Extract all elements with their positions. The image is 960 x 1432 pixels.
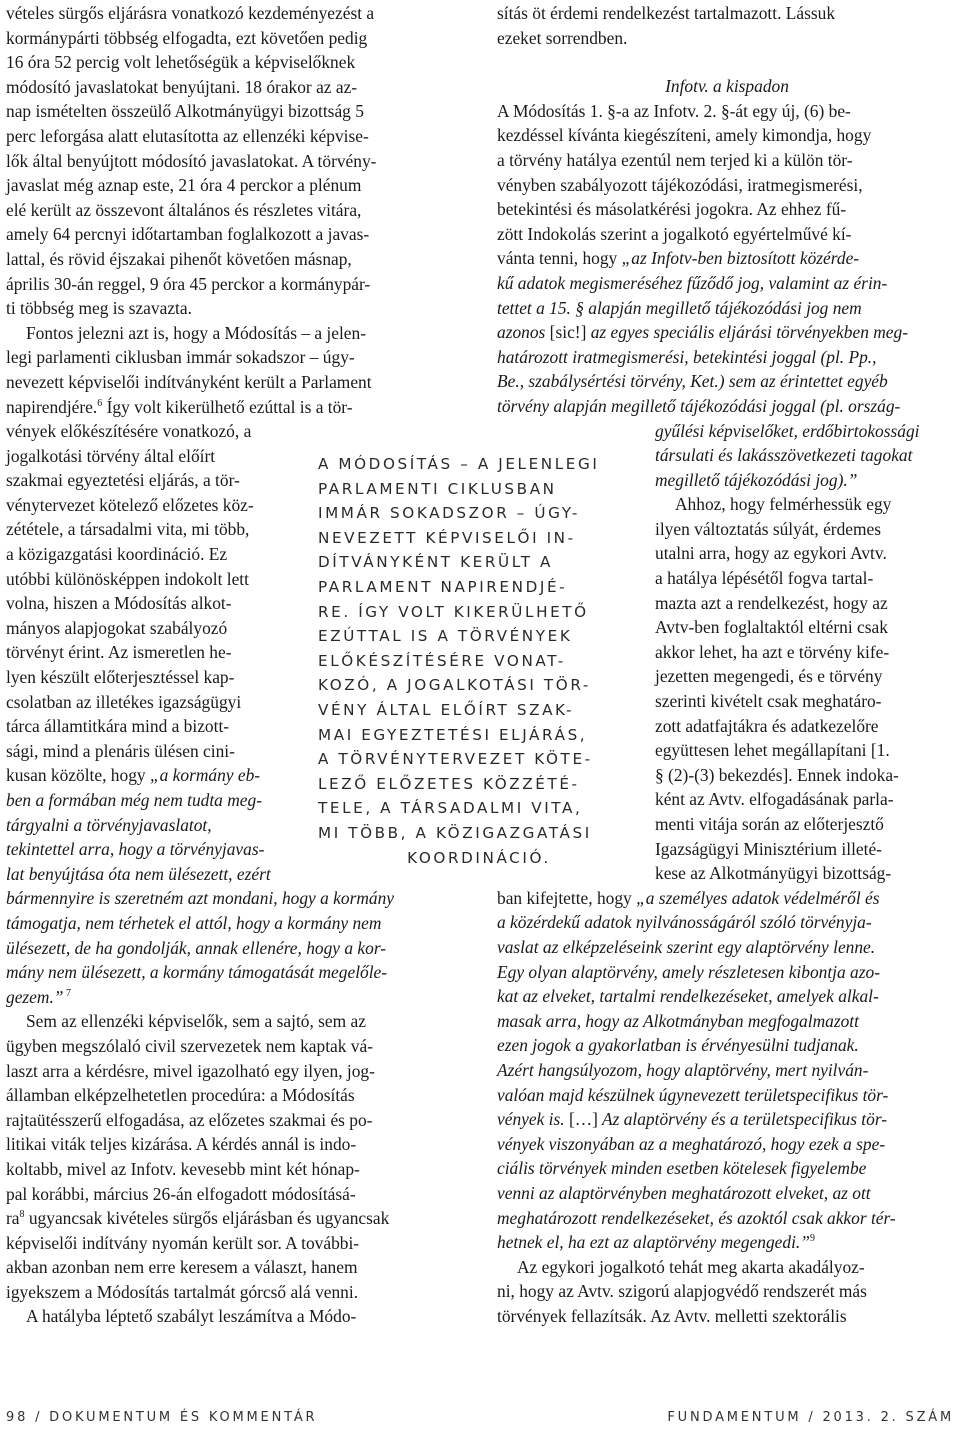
text-line: ként az Avtv. elfogadásának parla- (655, 789, 894, 810)
text-line: akban azonban nem erre keresem a választ, hanem (6, 1257, 358, 1278)
text-line: akkor lehet, ha azt e törvény kife- (655, 641, 890, 662)
right-intro (497, 1, 957, 50)
right-final (497, 1255, 957, 1329)
footnote-ref[interactable]: 8 (19, 1209, 25, 1221)
text-line: a törvény hatálya ezentúl nem terjed ki a külön tör- (497, 149, 853, 170)
text-line (6, 763, 308, 788)
text-line (497, 246, 957, 271)
text-fragment: ugyancsak kivételes sürgős eljárásban és ugyancsak (24, 1208, 390, 1229)
right-para-1d (497, 320, 957, 345)
quote-fragment: gezem.” (6, 986, 64, 1007)
text-line: ilyen változtatás súlyát, érdemes (655, 518, 882, 539)
text-line (497, 886, 957, 911)
text-line: tárca államtitkára mind a bizott- (6, 716, 230, 737)
text-line: TELE, A TÁRSADALMI VITA, (318, 799, 583, 818)
text-line: igyekszem a Módosítás tartalmát górcső alá venni. (6, 1281, 359, 1302)
text-line: elé került az összevont általános és részletes vitára, (6, 199, 362, 220)
text-line: ezeket sorrendben. (497, 27, 628, 48)
text-line: Igazságügyi Minisztérium illeté- (655, 838, 882, 859)
text-line: vények előkészítésére vonatkozó, a (6, 421, 252, 442)
text-line: meghatározott rendelkezéseket, és azoktól csak akkor tér- (497, 1207, 896, 1228)
text-line: mazta azt a rendelkezést, hogy az (655, 592, 888, 613)
text-line: IMMÁR SOKADSZOR – ÚGY- (318, 504, 580, 523)
text-line: bármennyire is szeretném azt mondani, hogy a kormány (6, 888, 395, 909)
text-line: valóan majd készülnek úgynevezett területspecifikus tör- (497, 1084, 889, 1105)
text-line: mány nem ülésezett, a kormány támogatását megelőle- (6, 962, 388, 983)
text-line (497, 1107, 957, 1132)
left-para-1 (6, 1, 464, 321)
text-line: masak arra, hogy az Alkotmányban megfogalmazott (497, 1010, 859, 1031)
text-line: határozott iratmegismerési, betekintési joggal (pl. Pp., (497, 346, 877, 367)
text-line: ni, hogy az Avtv. szigorú alapjogvédő rendszerét más (497, 1281, 867, 1302)
quote-end (6, 985, 464, 1010)
text-line: Azért hangsúlyozom, hogy alaptörvény, mert nyilván- (497, 1059, 869, 1080)
text-fragment: ban kifejtette, hogy (497, 887, 637, 908)
footnote-ref[interactable]: 6 (97, 397, 103, 409)
text-line: ben a formában még nem tudta meg- (6, 790, 262, 810)
text-line: Fontos jelezni azt is, hogy a Módosítás – a jelen- (26, 322, 367, 343)
text-line: menti vitája során az előterjesztő (655, 814, 884, 834)
text-line: betekintési és másolatkérési jogokra. Az ehhez fű- (497, 199, 847, 220)
footer-right: FUNDAMENTUM / 2013. 2. SZÁM (667, 1410, 954, 1425)
text-line: Az egykori jogalkotó tehát meg akarta akadályoz- (517, 1256, 865, 1277)
text-line: RE. ÍGY VOLT KIKERÜLHETŐ (318, 602, 589, 621)
text-line: sítás öt érdemi rendelkezést tartalmazott. Lássuk (497, 3, 836, 23)
text-fragment: Így volt kikerülhető ezúttal is a tör- (102, 396, 353, 417)
right-quote-c (497, 1132, 957, 1230)
text-line: Sem az ellenzéki képviselők, sem a sajtó, sem az (26, 1011, 366, 1032)
text-line: kat az elveket, tartalmi rendelkezéseket, amelyek alkal- (497, 986, 879, 1007)
text-line: KOZÓ, A JOGALKOTÁSI TÖR- (318, 676, 591, 695)
text-line: vételes sürgős eljárásra vonatkozó kezdeményezést a (6, 3, 375, 23)
left-para-2 (6, 321, 464, 419)
text-line (6, 395, 464, 420)
text-line: jogalkotási törvény által előírt (6, 445, 216, 466)
text-line: A hatályba léptető szabályt leszámítva a Módo- (26, 1306, 357, 1327)
text-line: együttesen lehet megállapítani [1. (655, 740, 890, 761)
text-line: zott adatfajtákra és adatkezelőre (655, 715, 879, 736)
text-line: ti többség meg is szavazta. (6, 298, 192, 319)
quote-fragment: Az alaptörvény és a területspecifikus tör- (597, 1109, 888, 1130)
text-line: kese az Alkotmányügyi bizottság- (655, 863, 892, 884)
left-narrow-block (6, 419, 308, 763)
right-para-1 (497, 99, 957, 247)
text-line: MAI EGYEZTETÉSI ELJÁRÁS, (318, 725, 588, 744)
text-fragment: napirendjére. (6, 396, 98, 417)
right-quote-end (497, 1230, 957, 1255)
text-line: VÉNY ÁLTAL ELŐÍRT SZAK- (318, 700, 575, 719)
sic-marker: [sic!] (549, 322, 587, 343)
text-line: Egy olyan alaptörvény, amely részletesen kibontja azo- (497, 961, 880, 982)
text-line: lattal, és rövid éjszakai pihenőt követően másnap, (6, 248, 352, 269)
right-para-1f (655, 419, 957, 493)
quote-wide (6, 886, 464, 984)
text-line: törvény alapján megillető tájékozódási joggal (pl. ország- (497, 395, 901, 416)
text-line (497, 320, 957, 345)
text-line: lők által benyújtott módosító javaslatokat. A törvény- (6, 150, 377, 171)
text-line: perc leforgása alatt elutasította az ellenzéki képvise- (6, 125, 369, 146)
text-line: megillető tájékozódási jog).” (655, 469, 858, 490)
text-line: ülésezett, de ha gondolják, annak ellenére, hogy a kor- (6, 937, 387, 958)
text-line: a közigazgatási koordináció. Ez (6, 544, 228, 565)
text-line: ciális törvények minden esetben kötelesek figyelembe (497, 1158, 867, 1179)
quote-fragment: vények is. (497, 1109, 569, 1130)
text-line: támogatja, nem térhetek el attól, hogy a kormány nem (6, 912, 382, 933)
footer-left: 98 / DOKUMENTUM ÉS KOMMENTÁR (6, 1410, 318, 1425)
text-line: ezen jogok a gyakorlatban is érvényesülni tudjanak. (497, 1035, 859, 1056)
text-line: javaslat még aznap este, 21 óra 4 perckor a plénum (6, 175, 362, 196)
text-line: NEVEZETT KÉPVISELŐI IN- (318, 528, 576, 547)
text-line: nevezett képviselői indítványként került a Parlament (6, 371, 372, 392)
text-line: MI TÖBB, A KÖZIGAZGATÁSI (318, 823, 592, 842)
right-para-1c (497, 271, 957, 320)
text-line: lyen készült előterjesztéssel kap- (6, 667, 235, 688)
text-line: április 30-án reggel, 9 óra 45 perckor a kormánypár- (6, 273, 371, 294)
text-line: mányos alapjogokat szabályozó (6, 617, 228, 638)
text-line: utalni arra, hogy az egykori Avtv. (655, 543, 887, 564)
text-line: pal korábbi, március 26-án elfogadott módosításá- (6, 1183, 356, 1204)
text-line: zött Indokolás szerint a jogalkotó egyértelművé kí- (497, 223, 852, 244)
text-line: gyűlési képviselőket, erdőbirtokossági (655, 420, 920, 441)
text-line: törvényt érint. Az ismeretlen he- (6, 642, 232, 663)
quote-narrow (6, 788, 308, 886)
text-line: utóbbi különösképpen indokolt lett (6, 568, 249, 589)
text-line: módosító javaslatokat benyújtani. 18 órakor az az- (6, 76, 358, 97)
quote-fragment: „a személyes adatok védelméről és (636, 887, 880, 908)
text-line: ügyben megszólaló civil szervezetek nem kaptak vá- (6, 1035, 373, 1056)
text-line: DÍTVÁNYKÉNT KERÜLT A (318, 553, 554, 572)
footnote-ref[interactable]: 7 (63, 987, 71, 999)
text-line: rajtaütésszerű elfogadása, az előzetes szakmai és po- (6, 1109, 373, 1130)
text-line (6, 1206, 464, 1231)
text-line: államban elképzelhetetlen procedúra: a Módosítás (6, 1085, 355, 1106)
text-line: PARLAMENTI CIKLUSBAN (318, 479, 557, 498)
text-line: A MÓDOSÍTÁS – A JELENLEGI (318, 455, 600, 473)
right-para-1b (497, 246, 957, 271)
quote-fragment: „az Infotv-ben biztosított közérde- (621, 248, 860, 269)
left-narrow-cini (6, 763, 308, 788)
text-line: venni az alaptörvényben meghatározott elveket, az ott (497, 1182, 871, 1203)
ellipsis-marker: […] (568, 1109, 598, 1130)
quote-fragment: „a kormány eb- (149, 765, 261, 786)
text-line: vények viszonyában az a meghatározó, hogy ezek a spe- (497, 1133, 886, 1154)
text-line (6, 985, 464, 1010)
text-line: szerinti kivételt csak meghatáro- (655, 691, 882, 712)
text-line: A TÖRVÉNYTERVEZET KÖTE- (318, 750, 593, 769)
text-line: Be., szabálysértési törvény, Ket.) sem az érintettet egyéb (497, 371, 888, 392)
text-line: a közérdekű adatok nyilvánosságáról szóló törvényja- (497, 912, 872, 933)
left-para-3c (6, 1231, 464, 1305)
text-line: § (2)-(3) bekezdés]. Ennek indoka- (655, 764, 899, 785)
left-para-3 (6, 1009, 464, 1206)
text-line: a hatálya lépésétől fogva tartal- (655, 568, 874, 589)
text-line: képviselői indítvány nyomán került sor. A további- (6, 1232, 360, 1253)
text-line: A Módosítás 1. §-a az Infotv. 2. §-át egy új, (6) be- (497, 100, 851, 121)
right-para-2 (655, 492, 957, 886)
text-line: zététele, a társadalmi vita, mi több, (6, 519, 250, 540)
text-line: tettet a 15. § alapján megillető tájékozódási jog nem (497, 297, 862, 318)
text-line: LEZŐ ELŐZETES KÖZZÉTÉ- (318, 774, 580, 793)
subheading-text: Infotv. a kispadon (665, 76, 789, 97)
text-fragment: vánta tenni, hogy (497, 248, 622, 269)
text-line: PARLAMENT NAPIRENDJÉ- (318, 577, 568, 596)
text-line: Ahhoz, hogy felmérhessük egy (675, 494, 892, 515)
text-line: jezetten megengedi, és e törvény (655, 666, 883, 687)
text-line: amely 64 percnyi időtartamban foglalkozott a javas- (6, 224, 370, 245)
text-line: vényben szabályozott tájékozódási, iratmegismerési, (497, 174, 863, 195)
text-fragment: ra (6, 1208, 20, 1229)
right-quote (497, 910, 957, 1107)
right-column (497, 1, 957, 1328)
text-line: vénytervezet kötelező előzetes köz- (6, 494, 254, 515)
text-line: tekintettel arra, hogy a törvényjavas- (6, 839, 265, 860)
text-line: tárgyalni a törvényjavaslatot, (6, 814, 212, 835)
text-line (497, 1230, 957, 1255)
left-para-4 (6, 1304, 464, 1329)
text-line: nap ismételten összeülő Alkotmányügyi bizottság 5 (6, 101, 364, 122)
text-line: sági, mind a plenáris ülésen cini- (6, 740, 235, 761)
text-line: szakmai egyeztetési eljárás, a tör- (6, 470, 240, 491)
text-line: ELŐKÉSZÍTÉSÉRE VONAT- (318, 651, 566, 670)
quote-fragment: azonos (497, 322, 550, 343)
text-line: törvények fellazítsák. Az Avtv. melletti szektorális (497, 1305, 847, 1326)
text-line: legi parlamenti ciklusban immár sokadszor – úgy- (6, 347, 355, 368)
text-line: volna, hiszen a Módosítás alkot- (6, 593, 232, 614)
section-subheading (497, 74, 957, 99)
text-line: kormánypárti többség elfogadta, ezt követően pedig (6, 27, 368, 48)
text-line: litikai viták teljes kizárása. A kérdés annál is indo- (6, 1134, 357, 1155)
text-line: 16 óra 52 percig volt lehetőségük a képviselőknek (6, 52, 356, 73)
text-fragment: kusan közölte, hogy (6, 765, 150, 786)
text-line: koltabb, mivel az Infotv. kevesebb mint két hónap- (6, 1158, 360, 1179)
text-line: laszt arra a kérdésre, mivel igazolható egy ilyen, jog- (6, 1060, 375, 1081)
left-para-3b (6, 1206, 464, 1231)
right-para-2b (497, 886, 957, 911)
text-line: kezdéssel kívánta kiegészíteni, amely kimondja, hogy (497, 125, 872, 146)
text-line: csolatban az illetékes igazságügyi (6, 691, 242, 712)
text-line: kű adatok megismeréséhez fűződő jog, valamint az érin- (497, 272, 888, 293)
text-line: lat benyújtása óta nem ülésezett, ezért (6, 863, 271, 884)
text-line: KOORDINÁCIÓ. (407, 848, 551, 867)
quote-fragment: hetnek el, ha ezt az alaptörvény megengedi.” (497, 1232, 810, 1253)
quote-fragment: az egyes speciális eljárási törvényekben meg- (586, 322, 908, 343)
text-line: társulati és lakásszövetkezeti tagokat (655, 445, 913, 466)
text-line: vaslat az elképzeléseink szerint egy alaptörvény lenne. (497, 936, 876, 957)
right-para-1e (497, 345, 957, 419)
footnote-ref[interactable]: 9 (809, 1233, 815, 1245)
text-line: EZÚTTAL IS A TÖRVÉNYEK (318, 627, 573, 646)
text-line: Avtv-ben foglaltaktól eltérni csak (655, 617, 888, 638)
right-quote-b (497, 1107, 957, 1132)
